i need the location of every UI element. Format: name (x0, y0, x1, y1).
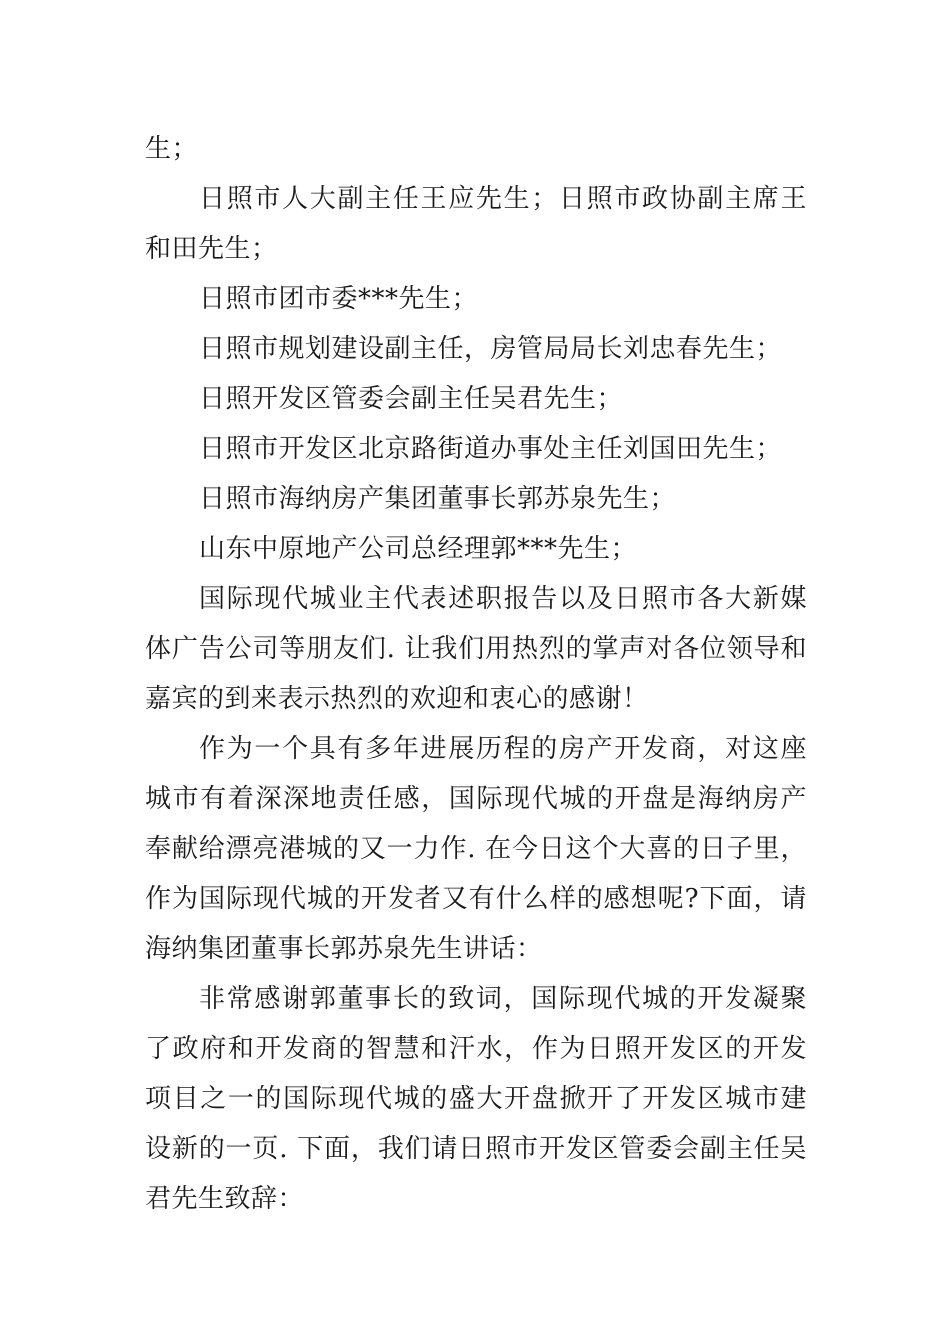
paragraph-thanks: 非常感谢郭董事长的致词，国际现代城的开发凝聚了政府和开发商的智慧和汗水，作为日照开发区的开发项目之一的国际现代城的盛大开盘掀开了开发区城市建设新的一页. 下面，我们请日照市开发区管委会副主任吴君先生致辞： (145, 984, 807, 1214)
paragraph-welcome: 国际现代城业主代表述职报告以及日照市各大新媒体广告公司等朋友们. 让我们用热烈的掌声对各位领导和嘉宾的到来表示热烈的欢迎和衷心的感谢！ (145, 584, 807, 714)
paragraph-guest-3: 日照市规划建设副主任，房管局局长刘忠春先生； (199, 334, 783, 364)
paragraph-guest-2: 日照市团市委***先生； (199, 284, 479, 314)
paragraph-guest-7: 山东中原地产公司总经理郭***先生； (199, 534, 638, 564)
paragraph-guest-6: 日照市海纳房产集团董事长郭苏泉先生； (199, 484, 677, 514)
paragraph-developer-intro: 作为一个具有多年进展历程的房产开发商，对这座城市有着深深地责任感，国际现代城的开盘是海纳房产奉献给漂亮港城的又一力作. 在今日这个大喜的日子里，作为国际现代城的开发者又有什么样的感想呢?下面，请海纳集团董事长郭苏泉先生讲话： (145, 734, 807, 964)
paragraph-continuation: 生； (145, 134, 199, 164)
document-body (145, 124, 807, 1224)
paragraph-guest-5: 日照市开发区北京路街道办事处主任刘国田先生； (199, 434, 783, 464)
paragraph-guest-4: 日照开发区管委会副主任吴君先生； (199, 384, 624, 414)
paragraph-guest-1: 日照市人大副主任王应先生；日照市政协副主席王和田先生； (145, 184, 807, 264)
